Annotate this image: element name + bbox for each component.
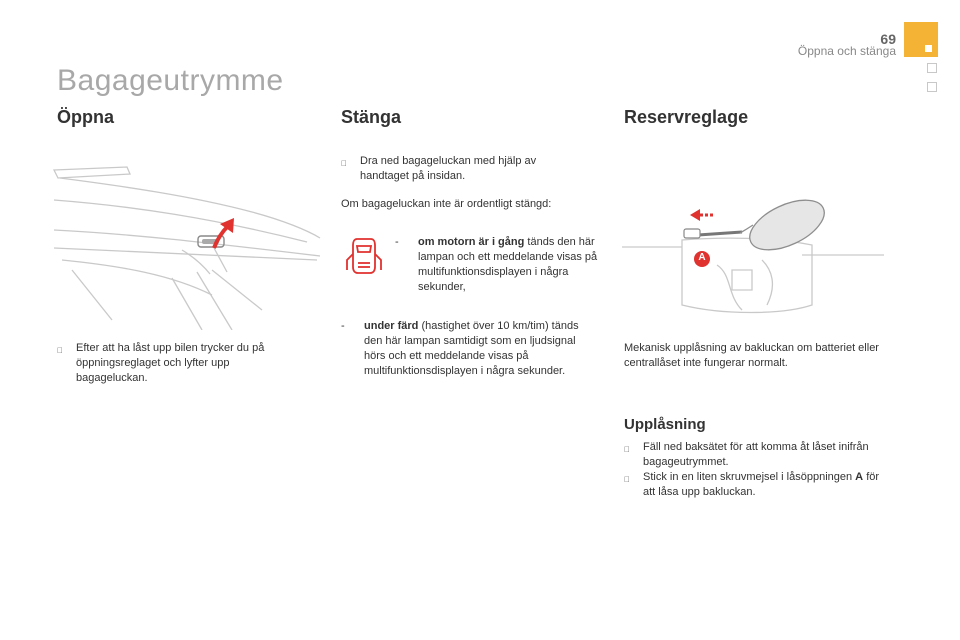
close-intro: Om bagageluckan inte är ordentligt stängd: [341,198,552,210]
backup-release-illustration [622,175,887,325]
section-heading-unlock: Upplåsning [624,416,706,433]
unlock-steps [624,440,889,500]
chapter-tab [904,22,938,57]
chapter-square-2 [927,82,937,92]
callout-label-a: A [698,252,706,263]
chapter-square-1 [927,63,937,73]
page-title: Bagageutrymme [57,64,284,97]
chapter-title: Öppna och stänga [797,44,896,58]
section-heading-backup: Reservreglage [624,107,749,127]
section-heading-open: Öppna [57,107,114,127]
door-open-warning-icon [346,236,382,276]
close-step [341,154,581,184]
lock-opening-label: A [855,471,864,483]
backup-description: Mekanisk upplåsning av bakluckan om batteriet eller centrallåset inte fungerar normalt. [624,342,879,369]
status-engine-running: - om motorn är i gång tänds den här lampan och ett meddelande visas på multifunktionsdisplayen i några sekunder, [395,236,598,293]
close-step-text: Dra ned bagageluckan med hjälp av handtaget på insidan. [360,155,537,182]
page-number: 69 [880,31,896,47]
tailgate-opening-illustration [52,160,322,330]
unlock-step-2: Stick in en liten skruvmejsel i låsöppningen A för att låsa upp bakluckan. [624,470,889,500]
bullet-marker [341,154,360,184]
unlock-step-1: Fäll ned baksätet för att komma åt låset inifrån bagageutrymmet. [624,440,889,470]
open-step [57,341,282,386]
bullet-marker [624,470,643,500]
bullet-marker [57,341,76,386]
condition-engine-running: om motorn är i gång [418,236,525,248]
condition-driving: under färd [364,320,419,332]
status-driving: - under färd (hastighet över 10 km/tim) tänds den här lampan samtidigt som en ljudsignal hörs och ett meddelande visas på multifunktionsdisplayen i några sekunder. [341,320,579,377]
section-heading-close: Stänga [341,107,402,127]
bullet-marker [624,440,643,470]
page-marker-icon [925,45,932,52]
open-step-text: Efter att ha låst upp bilen trycker du på öppningsreglaget och lyfter upp bagageluckan. [76,342,265,384]
